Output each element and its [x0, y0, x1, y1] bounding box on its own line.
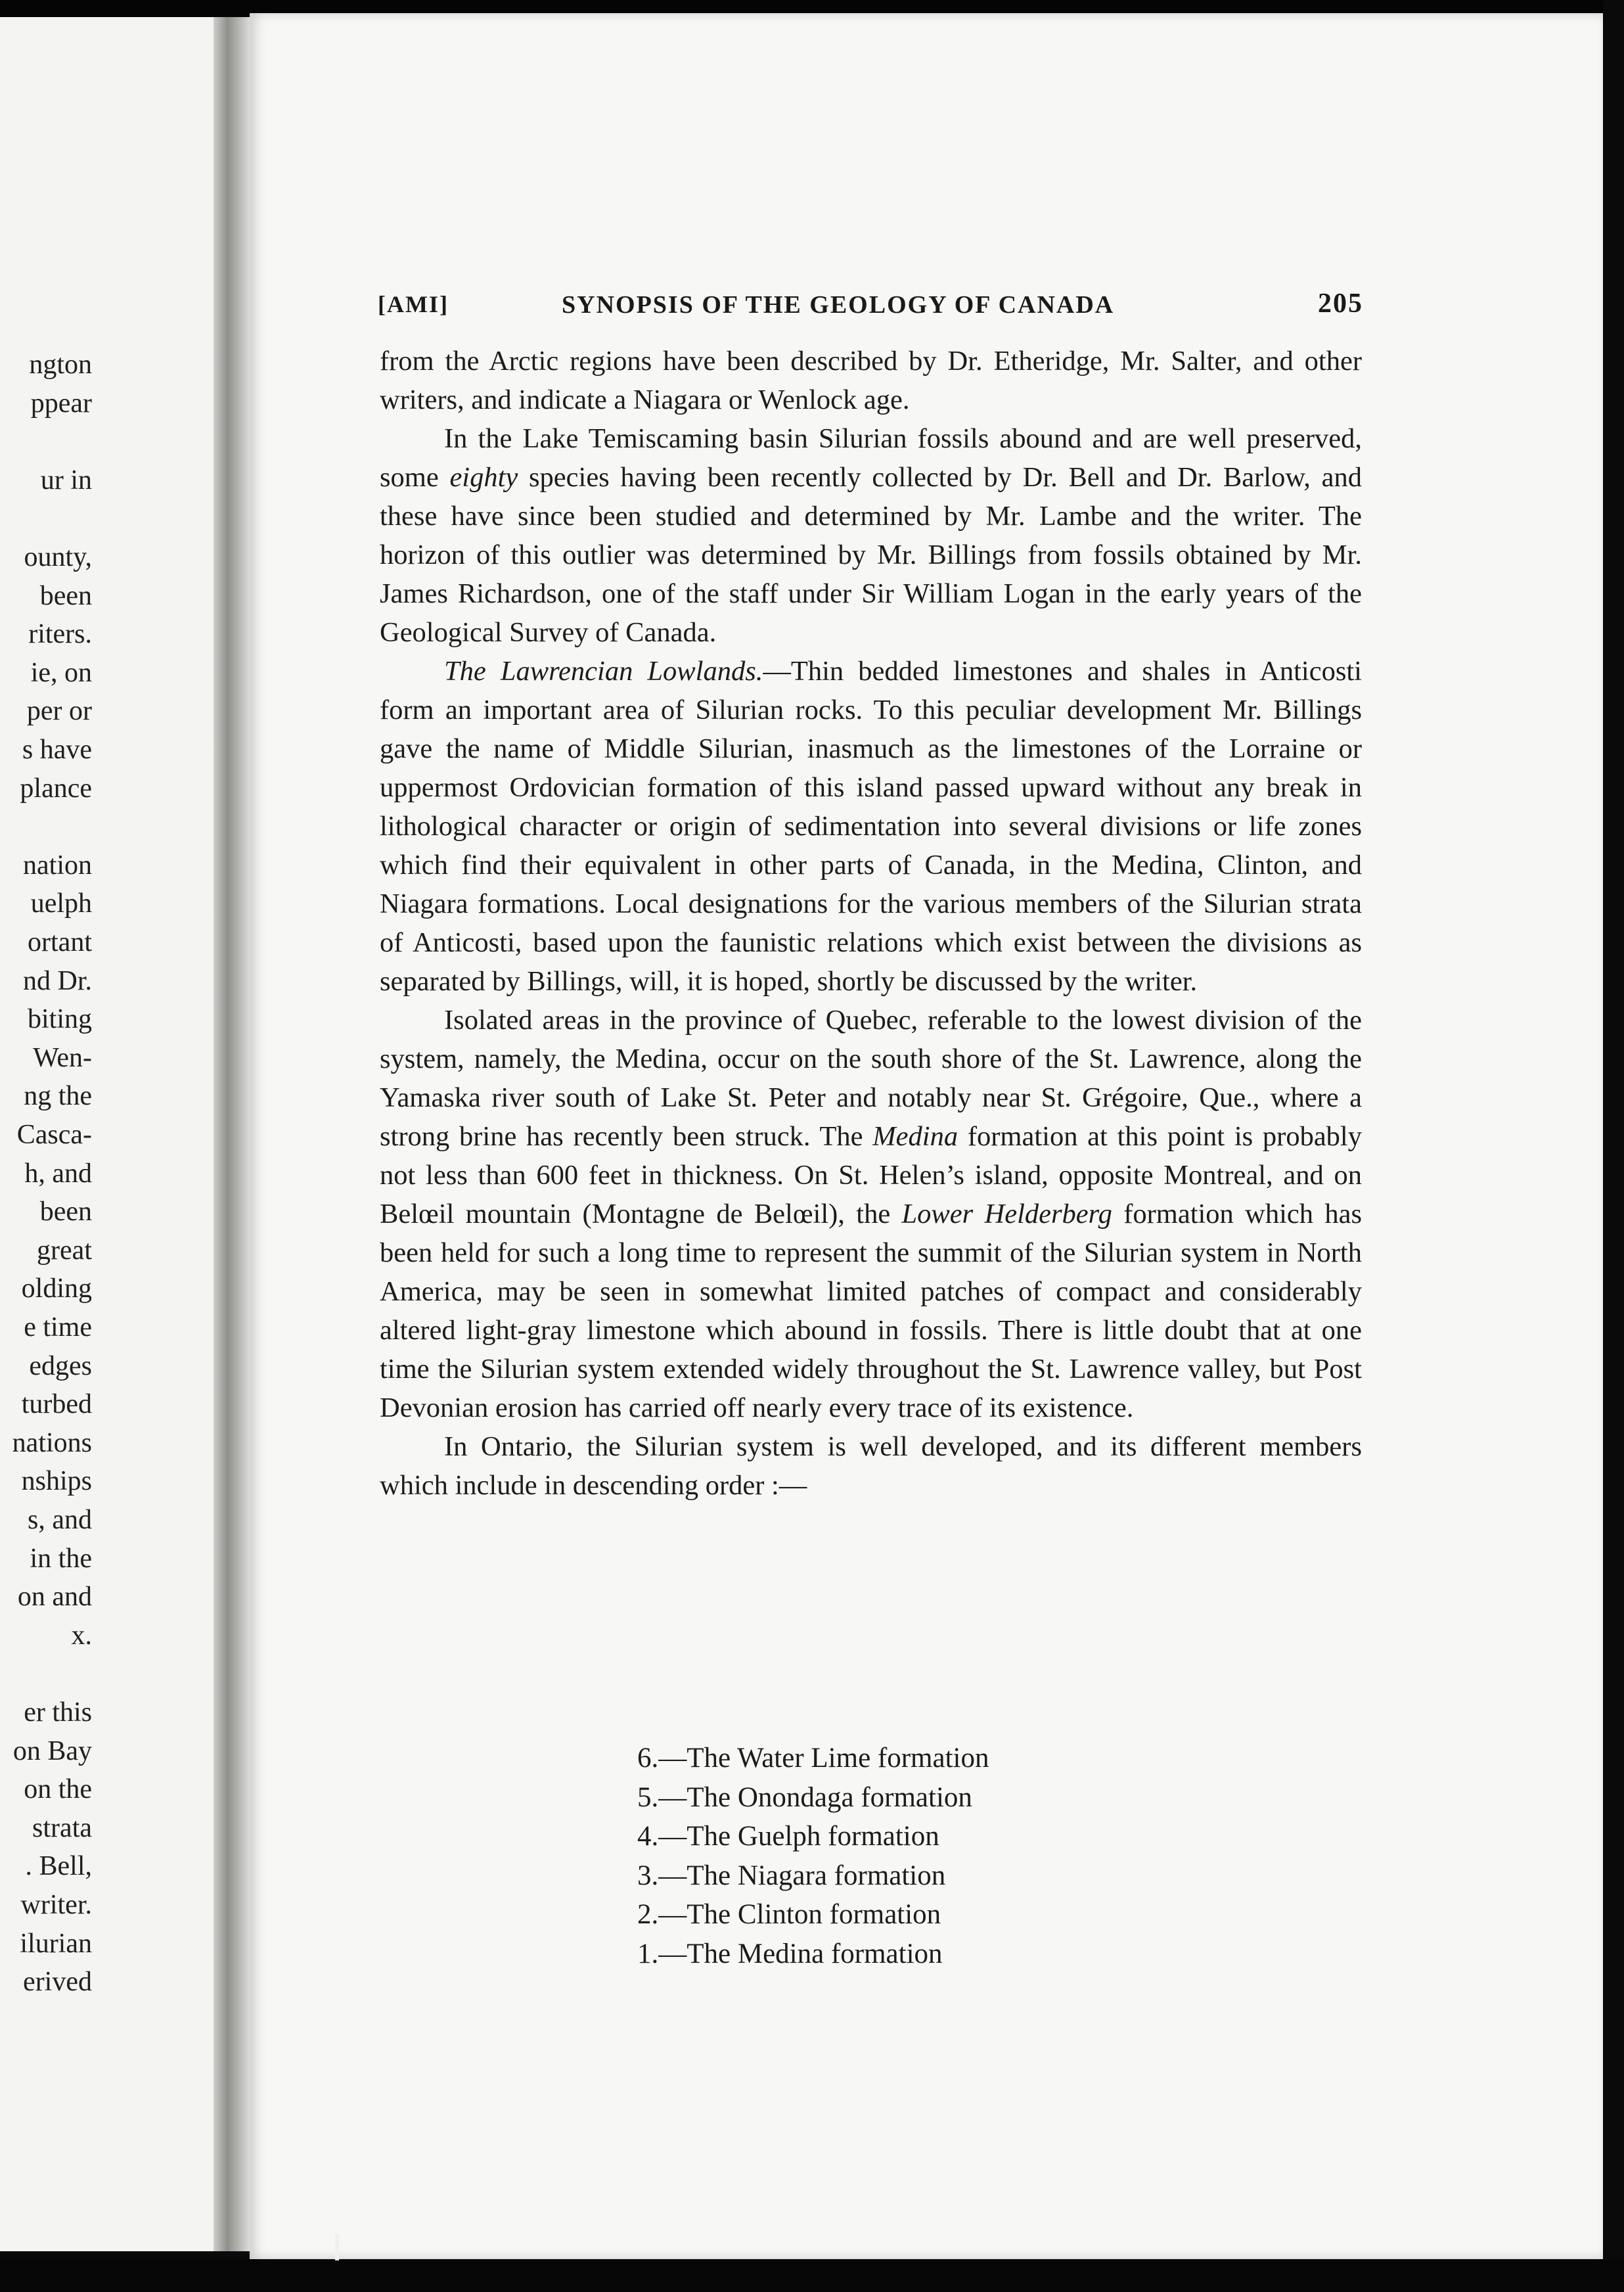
paragraph-5: In Ontario, the Silurian system is well developed, and its different members which include in descending order :—: [380, 1431, 1362, 1501]
left-page-fragment: nd Dr.: [23, 965, 92, 996]
left-page-fragment: nations: [12, 1427, 92, 1458]
paragraph-2-text-b: species having been recently collected by Dr. Bell and Dr. Barlow, and these have since been studied and determined by Mr. Lambe and the writer. The horizon of this outlier was determined by Mr. Billings from fossils obtained by Mr. James Richardson, one of the staff under Sir William Logan in the early years of the Geological Survey of Canada.: [380, 462, 1362, 648]
left-page-fragment: ortant: [28, 927, 92, 957]
left-page-fragment: s have: [22, 735, 92, 765]
left-page-fragment: been: [39, 1197, 92, 1227]
left-page-fragment: nships: [21, 1466, 92, 1497]
left-page-fragment: olding: [21, 1273, 92, 1304]
left-page-fragment: strata: [32, 1812, 92, 1843]
left-page-fragment: s, and: [28, 1505, 92, 1535]
left-page-fragment: ppear: [30, 388, 92, 419]
left-page-fragment: writer.: [20, 1890, 92, 1920]
list-item: 1.—The Medina formation: [637, 1938, 943, 1969]
header-tag: [AMI]: [378, 291, 449, 317]
left-page-fragment: ie, on: [30, 657, 92, 688]
list-item: 3.—The Niagara formation: [637, 1860, 946, 1891]
left-page-fragment: ngton: [29, 350, 92, 380]
left-page-fragment: per or: [26, 696, 92, 727]
list-item: 6.—The Water Lime formation: [637, 1743, 989, 1774]
paragraph-2: [380, 419, 1362, 652]
left-page-fragment: ounty,: [24, 542, 92, 572]
list-item: 5.—The Onondaga formation: [637, 1781, 972, 1813]
list-item: 2.—The Clinton formation: [637, 1899, 941, 1930]
left-page-fragment: biting: [27, 1004, 92, 1035]
left-page-fragment: turbed: [21, 1389, 92, 1420]
section-heading-lawrencian-lowlands: The Lawrencian Lowlands.: [444, 656, 763, 687]
paragraph-3: [380, 652, 1362, 1001]
paragraph-4-text-c: formation which has been held for such a long time to represent the summit of the Silurian system in North America, may be seen in somewhat limited patches of compact and considerably altered light-gray limestone which abound in fossils. There is little doubt that at one time the Silurian system extended widely throughout the St. Lawrence valley, but Post Devonian erosion has carried off nearly every trace of its existence.: [380, 1199, 1363, 1423]
formation-list: [637, 1739, 1163, 1973]
left-page-fragment: ur in: [40, 465, 92, 495]
left-page-fragment: x.: [71, 1620, 92, 1651]
paragraph-2-text-a: In the Lake Temiscaming basin Silurian fossils abound and are well preserved, some: [380, 423, 1362, 493]
scan-artifact-mark: [335, 2234, 339, 2260]
left-page-fragment: nation: [23, 850, 92, 881]
header-title: SYNOPSIS OF THE GEOLOGY OF CANADA: [562, 291, 1115, 319]
page-number: 205: [1318, 288, 1363, 319]
paragraph-4: [380, 1001, 1362, 1427]
book-gutter: [214, 17, 253, 2251]
left-page-fragment: uelph: [30, 888, 92, 919]
paragraph-4-text-a: Isolated areas in the province of Quebec, referable to the lowest division of the system, namely, the Medina, occur on the south shore of the St. Lawrence, along the Yamaska river south of Lake St. Peter and notably near St. Grégoire, Que., where a strong brine has recently been struck. The: [380, 1005, 1362, 1152]
left-page-fragment: ilurian: [20, 1928, 92, 1959]
left-page-fragment: Casca-: [16, 1120, 92, 1150]
left-page-fragment: plance: [20, 773, 92, 804]
left-page-fragment: er this: [24, 1697, 92, 1728]
paragraph-1: from the Arctic regions have been described by Dr. Etheridge, Mr. Salter, and other writers, and indicate a Niagara or Wenlock age.: [380, 346, 1362, 415]
left-page-fragment: on and: [17, 1582, 92, 1613]
paragraph-2-emphasis: eighty: [449, 462, 518, 493]
left-page-fragment: in the: [30, 1543, 92, 1574]
left-page-fragment: h, and: [24, 1158, 92, 1189]
left-page-fragment: great: [37, 1235, 92, 1266]
running-head: [378, 283, 1363, 325]
paragraph-4-text-b: formation at this point is probably not less than 600 feet in thickness. On St. Helen’s island, opposite Montreal, and on Belœil mountain (Montagne de Belœil), the: [380, 1121, 1362, 1229]
scan-border-bottom: [0, 2259, 1624, 2292]
paragraph-3-text: —Thin bedded limestones and shales in Anticosti form an important area of Silurian rocks. To this peculiar development Mr. Billings gave the name of Middle Silurian, inasmuch as the limestones of the Lorraine or uppermost Ordovician formation of this island passed upward without any break in lithological character or origin of sedimentation into several divisions or life zones which find their equivalent in other parts of Canada, in the Medina, Clinton, and Niagara formations. Local designations for the various members of the Silurian strata of Anticosti, based upon the faunistic relations which exist between the divisions as separated by Billings, will, it is hoped, shortly be discussed by the writer.: [380, 656, 1362, 997]
paragraph-4-emphasis-lower-helderberg: Lower Helderberg: [901, 1199, 1112, 1229]
left-page-fragment: on Bay: [12, 1735, 92, 1766]
left-page-fragment: Wen-: [33, 1042, 92, 1073]
left-page-fragment: edges: [29, 1350, 92, 1381]
left-page: [0, 17, 223, 2251]
body-text: [380, 342, 1362, 1505]
left-page-fragment: ng the: [24, 1081, 92, 1112]
left-page-fragment: erived: [23, 1967, 92, 1998]
left-page-fragment: . Bell,: [25, 1851, 92, 1882]
scan-border-right: [1603, 0, 1624, 2292]
paragraph-4-emphasis-medina: Medina: [872, 1121, 959, 1152]
list-item: 4.—The Guelph formation: [637, 1821, 939, 1852]
left-page-fragment: on the: [24, 1774, 92, 1805]
left-page-fragment: e time: [24, 1312, 92, 1342]
left-page-fragment: been: [39, 580, 92, 611]
left-page-fragment: riters.: [28, 619, 92, 650]
